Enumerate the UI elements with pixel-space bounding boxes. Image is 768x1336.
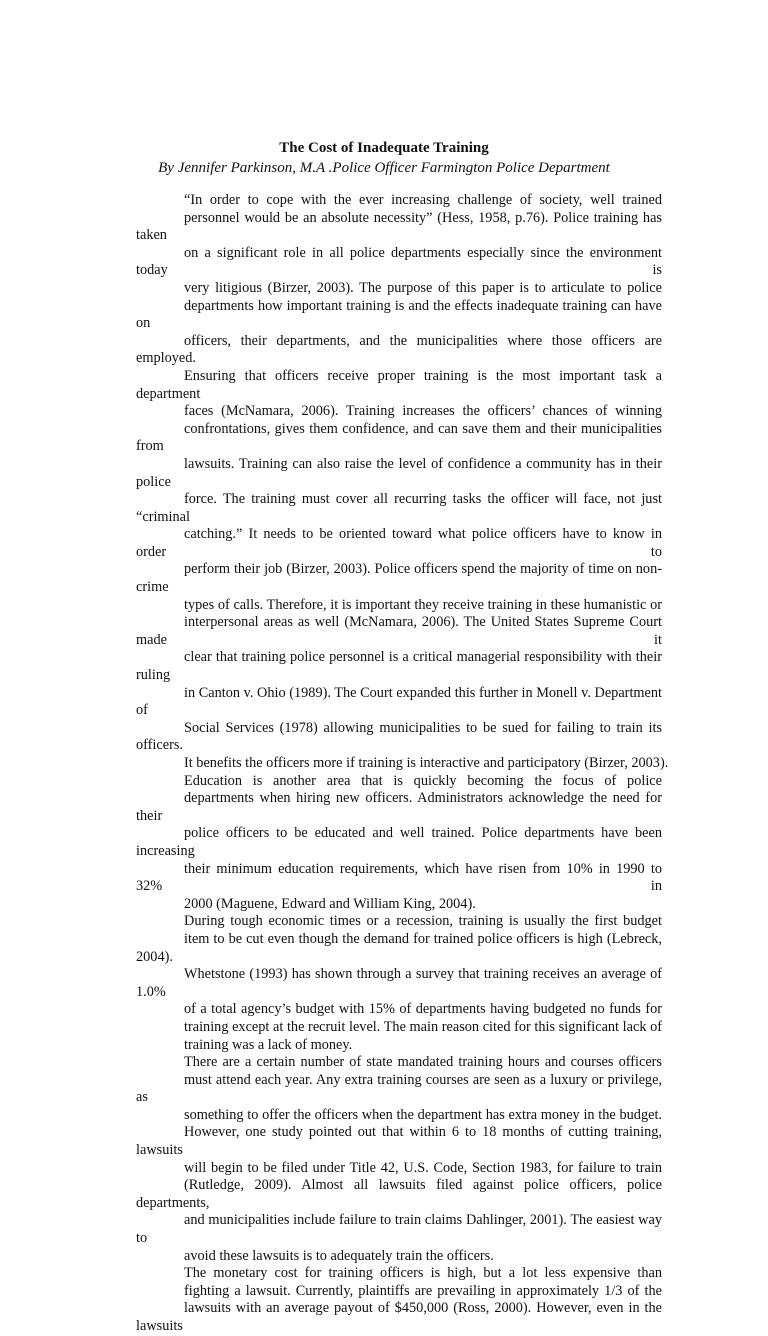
text-line: Social Services (1978) allowing municipalities to be sued for failing to train its officers. (136, 719, 662, 754)
paragraph-5 (136, 1265, 662, 1335)
text-line: their minimum education requirements, which have risen from 10% in 1990 to 32% in (136, 860, 662, 895)
text-line: in Canton v. Ohio (1989). The Court expanded this further in Monell v. Department of (136, 684, 662, 719)
text-line: faces (McNamara, 2006). Training increases the officers’ chances of winning (184, 403, 662, 420)
text-line: There are a certain number of state mandated training hours and courses officers (184, 1054, 662, 1071)
text-line: It benefits the officers more if training is interactive and participatory (Birzer, 2003). (184, 755, 669, 771)
text-line: must attend each year. Any extra training courses are seen as a luxury or privilege, as (136, 1071, 662, 1106)
text-line: departments when hiring new officers. Administrators acknowledge the need for their (136, 790, 662, 824)
text-line: perform their job (Birzer, 2003). Police officers spend the majority of time on non-crime (136, 561, 662, 596)
text-line: fighting a lawsuit. Currently, plaintiffs are prevailing in approximately 1/3 of the (184, 1282, 662, 1299)
text-line: of a total agency’s budget with 15% of departments having budgeted no funds for (184, 1001, 662, 1018)
text-line: types of calls. Therefore, it is important they receive training in these humanistic or (184, 596, 662, 613)
text-line: on a significant role in all police departments especially since the environment today is (136, 244, 662, 279)
document-byline: By Jennifer Parkinson, M.A .Police Officer Farmington Police Department (158, 160, 610, 176)
text-line: training was a lack of money. (184, 1036, 353, 1053)
text-line: avoid these lawsuits is to adequately train the officers. (184, 1247, 494, 1264)
text-line: Education is another area that is quickly becoming the focus of police (184, 772, 662, 789)
document-body (136, 192, 669, 1336)
text-line: officers, their departments, and the municipalities where those officers are employed. (136, 332, 662, 367)
text-line: police officers to be educated and well trained. Police departments have been increasing (136, 825, 662, 859)
text-line: and municipalities include failure to train claims Dahlinger, 2001). The easiest way to (136, 1212, 662, 1247)
paragraph-3 (136, 913, 662, 1054)
paragraph-2 (136, 773, 662, 914)
paragraph-1 (136, 192, 669, 773)
text-line: something to offer the officers when the department has extra money in the budget. (184, 1106, 662, 1123)
text-line: The monetary cost for training officers is high, but a lot less expensive than (184, 1265, 662, 1282)
text-line: Whetstone (1993) has shown through a survey that training receives an average of 1.0% (136, 966, 662, 1000)
text-line: Ensuring that officers receive proper training is the most important task a department (136, 367, 662, 402)
document-title: The Cost of Inadequate Training (279, 140, 489, 156)
text-line: personnel would be an absolute necessity” (Hess, 1958, p.76). Police training has taken (136, 209, 662, 244)
text-line: (Rutledge, 2009). Almost all lawsuits filed against police officers, police departments, (136, 1177, 662, 1211)
text-line: However, one study pointed out that within 6 to 18 months of cutting training, lawsuits (136, 1124, 662, 1159)
paragraph-4 (136, 1054, 662, 1265)
text-line: very litigious (Birzer, 2003). The purpose of this paper is to articulate to police (184, 279, 662, 296)
text-line: force. The training must cover all recurring tasks the officer will face, not just “criminal (136, 491, 662, 525)
document-header (0, 139, 768, 178)
text-line: lawsuits. Training can also raise the level of confidence a community has in their police (136, 455, 662, 490)
text-line: lawsuits with an average payout of $450,000 (Ross, 2000). However, even in the lawsuits (136, 1300, 662, 1334)
text-line: will begin to be filed under Title 42, U.S. Code, Section 1983, for failure to train (184, 1159, 662, 1176)
text-line: interpersonal areas as well (McNamara, 2006). The United States Supreme Court made it (136, 614, 662, 648)
text-line: item to be cut even though the demand for trained police officers is high (Lebreck, 2004). (136, 930, 662, 965)
text-line: departments how important training is and the effects inadequate training can have on (136, 297, 662, 332)
text-line: During tough economic times or a recession, training is usually the first budget (184, 913, 662, 930)
text-line: confrontations, gives them confidence, and can save them and their municipalities from (136, 420, 662, 455)
text-line: 2000 (Maguene, Edward and William King, 2004). (184, 895, 476, 912)
text-line: “In order to cope with the ever increasing challenge of society, well trained (184, 192, 662, 208)
text-line: clear that training police personnel is a critical managerial responsibility with their ruling (136, 649, 662, 684)
text-line: catching.” It needs to be oriented toward what police officers have to know in order to (136, 526, 662, 560)
text-line: training except at the recruit level. The main reason cited for this significant lack of (184, 1018, 662, 1035)
